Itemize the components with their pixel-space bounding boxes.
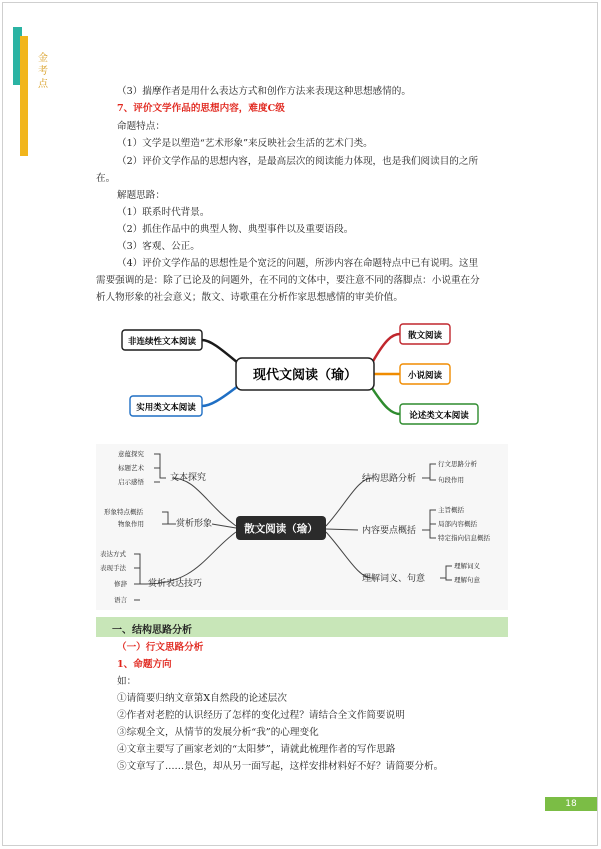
connector-right-bottom	[372, 388, 400, 414]
node-prose-label: 散文阅读	[407, 331, 443, 341]
question-item: ④文章主要写了画家老刘的“太阳梦”，请就此梳理作者的写作思路	[117, 744, 396, 755]
leaf: 标题艺术	[118, 464, 144, 472]
node-non-continuous-label: 非连续性文本阅读	[127, 337, 197, 347]
section-heading-bar	[96, 617, 508, 637]
leaf: 修辞	[114, 580, 127, 588]
leaf: 启示感悟	[118, 478, 144, 486]
leaf: 特定指向信息概括	[438, 534, 490, 542]
node-novel-label: 小说阅读	[407, 371, 443, 381]
leaf: 语言	[114, 596, 127, 604]
subsection-heading: （一）行文思路分析	[117, 642, 204, 653]
branch-meaning: 理解词义、句意	[362, 574, 426, 584]
mindmap-modern-reading	[110, 318, 500, 426]
leaf: 表达方式	[100, 550, 126, 558]
body-line: （3）客观、公正。	[117, 241, 200, 252]
page-number: 18	[545, 797, 597, 811]
node-argumentative-label: 论述类文本阅读	[409, 411, 469, 421]
leaf: 行文思路分析	[438, 460, 477, 468]
question-item: ③综观全文，从情节的发展分析“我”的心理变化	[117, 727, 319, 738]
question-item: ⑤文章写了……景色，却从另一面写起，这样安排材料好不好？请简要分析。	[117, 761, 444, 772]
body-line: 需要强调的是：除了已论及的问题外，在不同的文体中，要注意不同的落脚点：小说重在分	[96, 275, 480, 286]
node-center-label: 现代文阅读（瑜）	[252, 368, 358, 383]
prose-center-label: 散文阅读（瑜）	[244, 523, 318, 535]
body-line: （1）文学是以塑造“艺术形象”来反映社会生活的艺术门类。	[117, 138, 373, 149]
leaf: 理解词义	[454, 562, 480, 570]
branch-content: 内容要点概括	[362, 526, 417, 536]
body-line: 命题特点：	[117, 121, 165, 132]
body-line: （1）联系时代背景。	[117, 207, 210, 218]
section-heading-7: 7、评价文学作品的思想内容，难度C级	[117, 103, 285, 114]
body-line: （4）评价文学作品的思想性是个宽泛的问题，所涉内容在命题特点中已有说明。这里	[117, 258, 479, 269]
leaf: 理解句意	[454, 576, 480, 584]
leaf: 意蕴探究	[118, 450, 144, 458]
branch-text-exploration: 文本探究	[170, 473, 207, 483]
body-line: 解题思路：	[117, 190, 165, 201]
branch-structure: 结构思路分析	[362, 474, 417, 484]
leaf: 形象特点概括	[104, 508, 143, 516]
section-heading: 一、结构思路分析	[112, 625, 192, 636]
question-item: ①请简要归纳文章第X自然段的论述层次	[117, 693, 287, 704]
side-label: 金考点	[38, 53, 48, 90]
branch-appreciate-image: 赏析形象	[176, 519, 213, 529]
body-line: （3）揣摩作者是用什么表达方式和创作方法来表现这种思想感情的。	[117, 86, 411, 97]
question-item: ②作者对老腔的认识经历了怎样的变化过程？请结合全文作简要说明	[117, 710, 405, 721]
body-line: （2）评价文学作品的思想内容，是最高层次的阅读能力体现，也是我们阅读目的之所	[117, 156, 479, 167]
mindmap-prose-reading	[96, 444, 508, 610]
leaf: 局部内容概括	[438, 520, 477, 528]
body-line: 在。	[96, 173, 116, 184]
leaf: 句段作用	[438, 476, 464, 484]
connector-right-top	[372, 334, 400, 363]
branch-expression-skills: 赏析表达技巧	[148, 579, 203, 589]
leaf: 物象作用	[118, 520, 144, 528]
leaf: 表现手法	[100, 564, 126, 572]
body-line: 析人物形象的社会意义；散文、诗歌重在分析作家思想感情的审美价值。	[96, 292, 403, 303]
connector-left-top	[202, 340, 238, 363]
body-line: （2）抓住作品中的典型人物、典型事件以及重要语段。	[117, 224, 354, 235]
example-intro: 如：	[117, 676, 137, 687]
connector-left-bottom	[202, 386, 238, 406]
leaf: 主旨概括	[438, 506, 464, 514]
point-heading: 1、命题方向	[117, 659, 172, 670]
node-practical-label: 实用类文本阅读	[136, 403, 196, 413]
decorative-yellow-bar	[20, 36, 28, 156]
